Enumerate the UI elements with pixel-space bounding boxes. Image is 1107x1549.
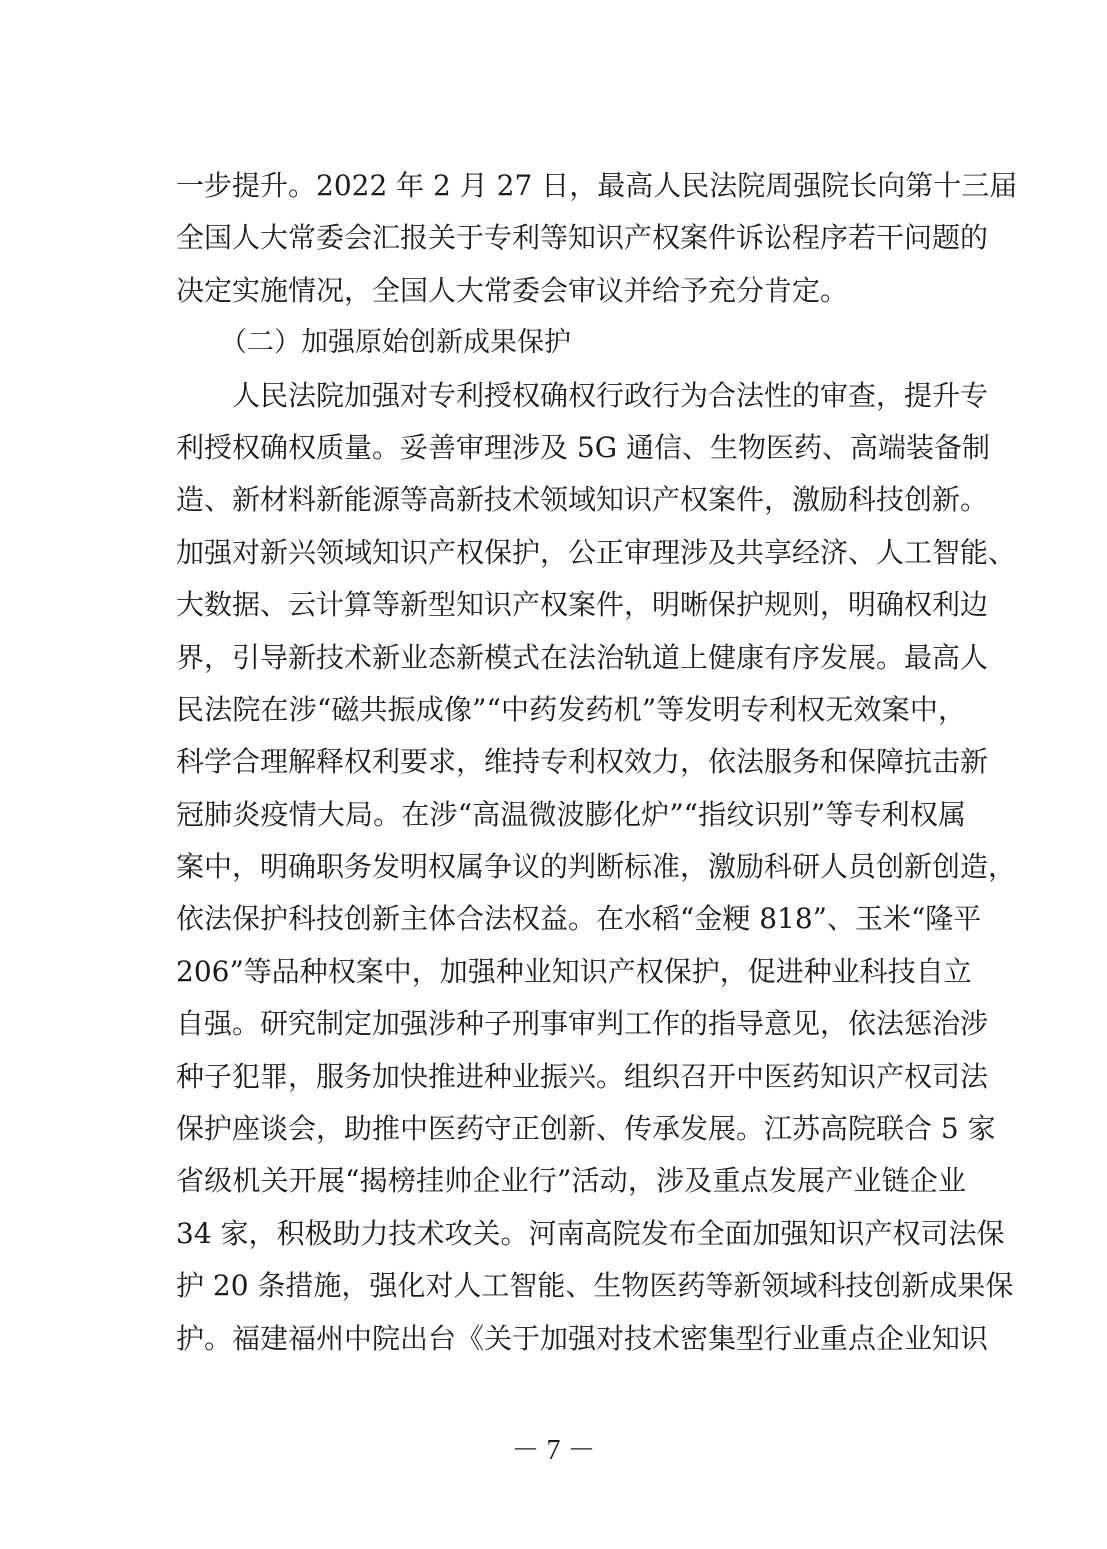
text-line: 界，引导新技术新业态新模式在法治轨道上健康有序发展。最高人 [176,640,989,674]
text-line: 34 家，积极助力技术攻关。河南高院发布全面加强知识产权司法保 [176,1216,1005,1250]
text-line: 冠肺炎疫情大局。在涉“高温微波膨化炉”“指纹识别”等专利权属 [176,797,966,831]
text-line: 全国人大常委会汇报关于专利等知识产权案件诉讼程序若干问题的 [176,221,989,255]
text-line: 依法保护科技创新主体合法权益。在水稻“金粳 818”、玉米“隆平 [176,902,982,936]
text-line: 人民法院加强对专利授权确权行政行为合法性的审查，提升专 [232,378,989,412]
text-line: 造、新材料新能源等高新技术领域知识产权案件，激励科技创新。 [176,483,989,517]
text-line: 加强对新兴领域知识产权保护，公正审理涉及共享经济、人工智能、 [176,535,1017,569]
text-line: 206”等品种权案中，加强种业知识产权保护，促进种业科技自立 [176,954,972,988]
text-line: 案中，明确职务发明权属争议的判断标准，激励科研人员创新创造， [176,850,1017,884]
text-line: 自强。研究制定加强涉种子刑事审判工作的指导意见，依法惩治涉 [176,1007,989,1041]
text-line: 省级机关开展“揭榜挂帅企业行”活动，涉及重点发展产业链企业 [176,1164,966,1198]
text-line: 民法院在涉“磁共振成像”“中药发药机”等发明专利权无效案中， [176,692,966,726]
text-line: 决定实施情况，全国人大常委会审议并给予充分肯定。 [176,273,849,307]
text-line: 护。福建福州中院出台《关于加强对技术密集型行业重点企业知识 [176,1321,989,1355]
paragraph-1 [176,160,1018,317]
text-line: 护 20 条措施，强化对人工智能、生物医药等新领域科技创新成果保 [176,1269,1014,1303]
document-body [176,160,1018,1365]
text-line: 种子犯罪，服务加快推进种业振兴。组织召开中医药知识产权司法 [176,1059,989,1093]
page-number: － 7 － [511,1435,596,1466]
section-heading: （二）加强原始创新成果保护 [220,327,571,359]
text-line: 利授权确权质量。妥善审理涉及 5G 通信、生物医药、高端装备制 [176,430,990,464]
text-line: 一步提升。2022 年 2 月 27 日，最高人民法院周强院长向第十三届 [176,169,1018,202]
paragraph-2 [176,370,1017,1365]
text-line: 大数据、云计算等新型知识产权案件，明晰保护规则，明确权利边 [176,588,989,622]
text-line: 保护座谈会，助推中医药守正创新、传承发展。江苏高院联合 5 家 [176,1112,996,1146]
text-line: 科学合理解释权利要求，维持专利权效力，依法服务和保障抗击新 [176,745,989,779]
